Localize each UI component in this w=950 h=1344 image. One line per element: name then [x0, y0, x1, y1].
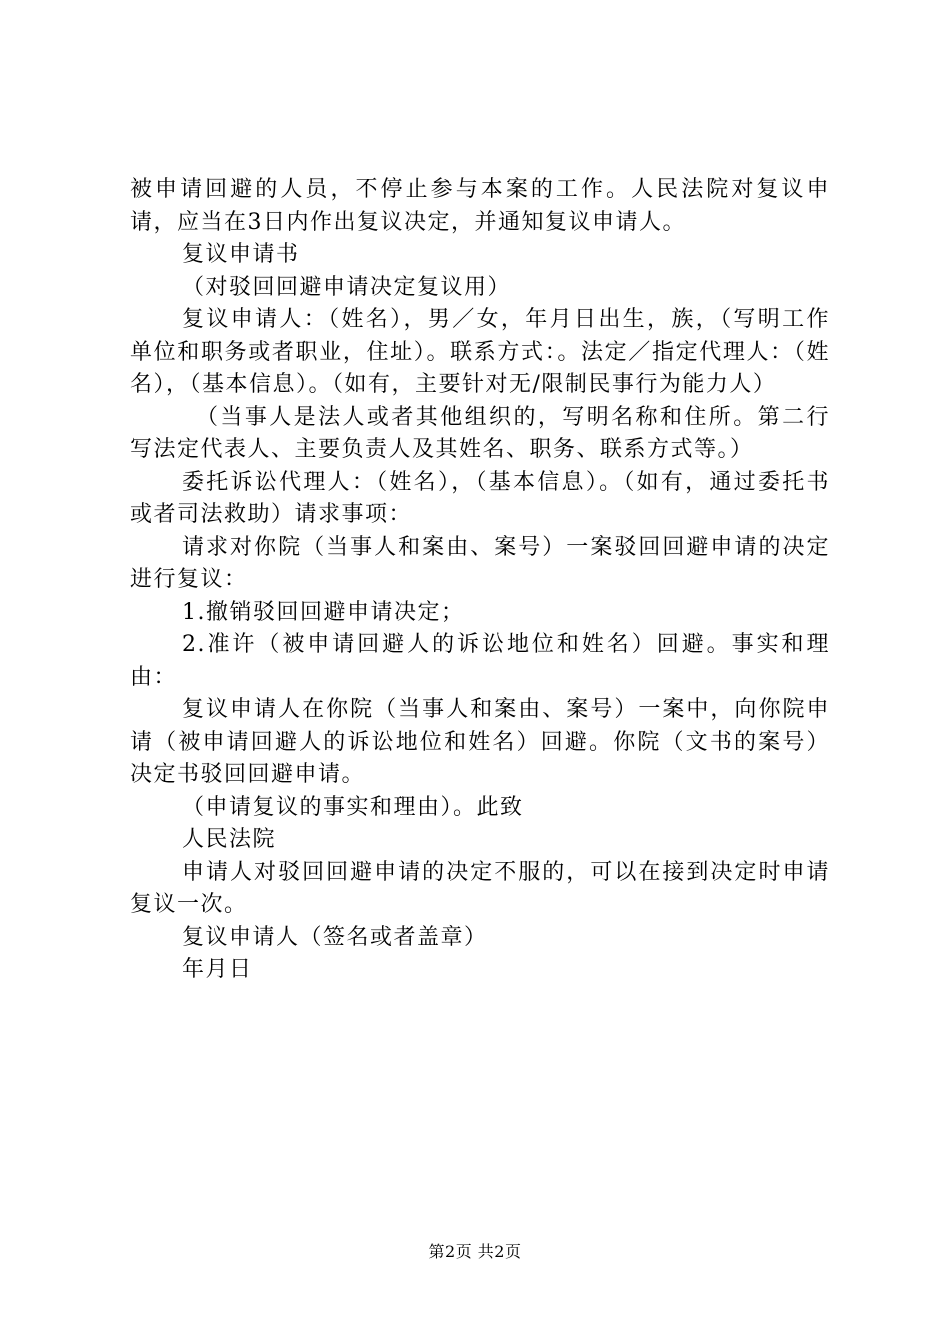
- signature-line: 复议申请人（签名或者盖章）: [182, 924, 488, 950]
- paragraph-court: 人民法院: [182, 827, 277, 852]
- paragraph-legal-person-note: （当事人是法人或者其他组织的，写明名称和住所。第二行写法定代表人、主要负责人及其姓名、职务、联系方式等。）: [130, 404, 830, 462]
- request-item-1: 1.撤销驳回回避申请决定；: [182, 599, 465, 625]
- document-body: [130, 174, 830, 987]
- paragraph-applicant: 复议申请人：（姓名），男／女，年月日出生，族，（写明工作单位和职务或者职业，住址）。联系方式：。法定／指定代理人：（姓名），（基本信息）。（如有，主要针对无/限制民事行为能力人）: [130, 307, 830, 397]
- paragraph-reasons: （申请复议的事实和理由）。此致: [182, 794, 524, 820]
- paragraph-continuation: 被申请回避的人员，不停止参与本案的工作。人民法院对复议申请，应当在3日内作出复议决定，并通知复议申请人。: [130, 177, 830, 235]
- paragraph-agent: 委托诉讼代理人：（姓名），（基本信息）。（如有，通过委托书或者司法救助）请求事项：: [130, 469, 830, 527]
- paragraph-facts: 复议申请人在你院（当事人和案由、案号）一案中，向你院申请（被申请回避人的诉讼地位和姓名）回避。你院（文书的案号）决定书驳回回避申请。: [130, 697, 830, 787]
- paragraph-request: 请求对你院（当事人和案由、案号）一案驳回回避申请的决定进行复议：: [130, 534, 830, 592]
- form-title: 复议申请书: [182, 242, 300, 267]
- date-line: 年月日: [182, 957, 253, 982]
- paragraph-notice: 申请人对驳回回避申请的决定不服的，可以在接到决定时申请复议一次。: [130, 859, 830, 917]
- form-subtitle: （对驳回回避申请决定复议用）: [182, 274, 512, 300]
- request-item-2: 2.准许（被申请回避人的诉讼地位和姓名）回避。事实和理由：: [130, 632, 830, 690]
- page-footer: 第2页 共2页: [428, 1242, 522, 1261]
